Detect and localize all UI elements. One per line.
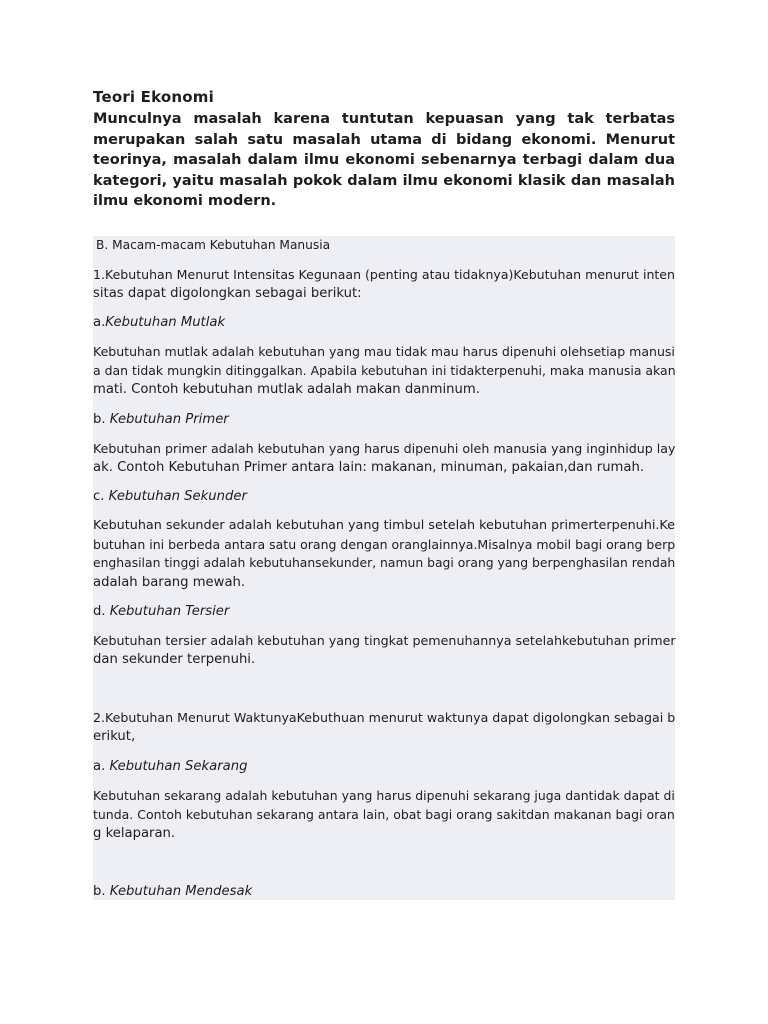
part2-heading-line: 2.Kebutuhan Menurut WaktunyaKebuthuan menurut waktunya dapat digolongkan sebagai b [93,710,676,725]
paragraph-line: a dan tidak mungkin ditinggalkan. Apabila kebutuhan ini tidakterpenuhi, maka manusia akan [93,363,676,378]
intro-line: dua kategori, yaitu masalah pokok dalam ilmu ekonomi klasik dan [93,152,675,189]
paragraph-line: Kebutuhan sekunder adalah kebutuhan yang timbul setelah kebutuhan primerterpenuhi.Ke [93,518,675,533]
paragraph-line: Kebutuhan sekarang adalah kebutuhan yang harus dipenuhi sekarang juga dantidak dapat di [93,788,675,803]
item-prefix: a. [93,759,110,774]
item-heading-tersier [93,602,229,622]
intro-line: Munculnya masalah karena tuntutan kepuasan yang tak terbatas [93,111,675,127]
item-label: Kebutuhan Sekunder [108,489,247,504]
intro-line: merupakan salah satu masalah utama di bidang ekonomi. Menurut [93,131,675,148]
intro-line: teorinya, masalah dalam ilmu ekonomi sebenarnya terbagi dalam [93,152,639,168]
item-prefix: b. [93,412,110,427]
part2-heading-line: erikut, [93,729,136,744]
paragraph-line: Kebutuhan primer adalah kebutuhan yang harus dipenuhi oleh manusia yang inginhidup lay [93,441,676,456]
paragraph-line: tunda. Contoh kebutuhan sekarang antara lain, obat bagi orang sakitdan makanan bagi oran [93,807,675,822]
section-title: B. Macam-macam Kebutuhan Manusia [96,238,331,252]
item-heading-mendesak [93,882,252,902]
paragraph-line: enghasilan tinggi adalah kebutuhansekunder, namun bagi orang yang berpenghasilan rendah [93,556,676,570]
item-prefix: b. [93,884,110,899]
item-heading-sekarang [93,757,247,777]
paragraph-line: Kebutuhan tersier adalah kebutuhan yang tingkat pemenuhannya setelahkebutuhan primer [93,633,676,648]
item-label: Kebutuhan Sekarang [109,759,248,774]
item-label: Kebutuhan Primer [109,412,229,427]
part1-heading-line: sitas dapat digolongkan sebagai berikut: [93,286,362,301]
paragraph-line: mati. Contoh kebutuhan mutlak adalah makan danminum. [93,382,480,397]
item-prefix: d. [93,604,110,619]
item-label: Kebutuhan Tersier [109,604,230,619]
item-heading-mutlak [93,313,225,333]
paragraph-line: Kebutuhan mutlak adalah kebutuhan yang mau tidak mau harus dipenuhi olehsetiap manusi [93,344,675,359]
page-title: Teori Ekonomi [93,88,214,106]
paragraph-line: ak. Contoh Kebutuhan Primer antara lain: makanan, minuman, pakaian,dan rumah. [93,460,645,475]
part1-heading-line: 1.Kebutuhan Menurut Intensitas Kegunaan (penting atau tidaknya)Kebutuhan menurut inten [93,267,675,282]
intro-paragraph [93,109,675,212]
item-heading-primer [93,410,229,430]
paragraph-line: adalah barang mewah. [93,575,246,590]
item-heading-sekunder [93,487,247,507]
paragraph-line: dan sekunder terpenuhi. [93,652,256,667]
intro-line: masalah ilmu ekonomi modern. [93,172,675,209]
item-label: Kebutuhan Mutlak [105,315,226,330]
item-prefix: c. [93,489,109,504]
item-label: Kebutuhan Mendesak [109,884,253,899]
item-prefix: a. [93,315,106,330]
paragraph-line: g kelaparan. [93,826,176,841]
paragraph-line: butuhan ini berbeda antara satu orang dengan oranglainnya.Misalnya mobil bagi orang berp [93,537,676,552]
